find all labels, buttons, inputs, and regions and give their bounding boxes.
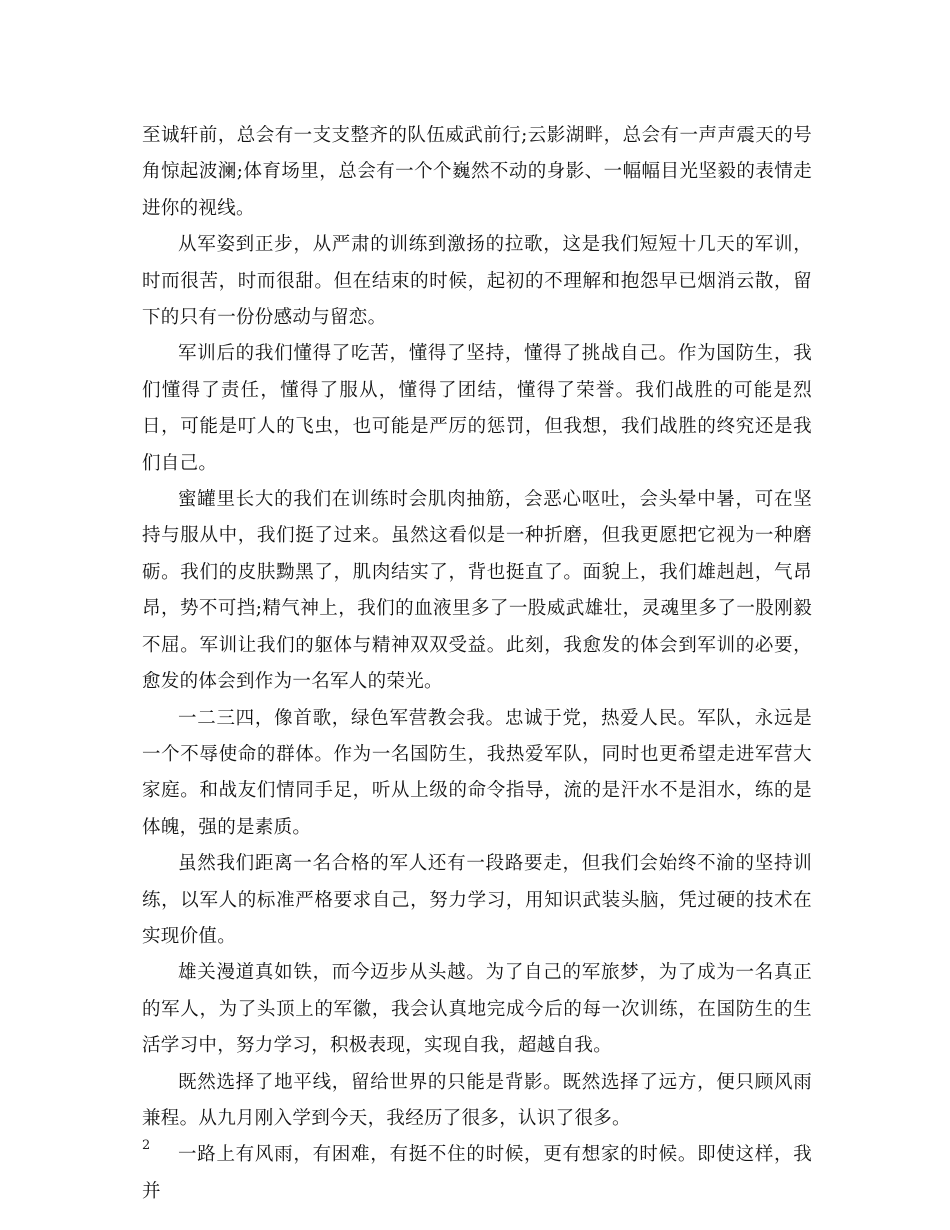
paragraph-7: 雄关漫道真如铁，而今迈步从头越。为了自己的军旅梦，为了成为一名真正的军人，为了头顶上的军徽，我会认真地完成今后的每一次训练，在国防生的生活学习中，努力学习，积极表现，实现自我，超越自我。 — [142, 962, 812, 1057]
paragraph-1: 至诚轩前，总会有一支支整齐的队伍威武前行;云影湖畔，总会有一声声震天的号角惊起波澜;体育场里，总会有一个个巍然不动的身影、一幅幅目光坚毅的表情走进你的视线。 — [142, 125, 812, 219]
document-body — [142, 118, 812, 1210]
paragraph-9: 一路上有风雨，有困难，有挺不住的时候，更有想家的时候。即使这样，我并 — [142, 1144, 812, 1202]
page-number: 2 — [142, 1138, 151, 1153]
paragraph-3: 军训后的我们懂得了吃苦，懂得了坚持，懂得了挑战自己。作为国防生，我们懂得了责任，懂得了服从，懂得了团结，懂得了荣誉。我们战胜的可能是烈日，可能是叮人的飞虫，也可能是严厉的惩罚，但我想，我们战胜的终究还是我们自己。 — [142, 343, 812, 474]
paragraph-2: 从军姿到正步，从严肃的训练到激扬的拉歌，这是我们短短十几天的军训，时而很苦，时而很甜。但在结束的时候，起初的不理解和抱怨早已烟消云散，留下的只有一份份感动与留恋。 — [142, 234, 812, 329]
paragraph-6: 虽然我们距离一名合格的军人还有一段路要走，但我们会始终不渝的坚持训练，以军人的标准严格要求自己，努力学习，用知识武装头脑，凭过硬的技术在实现价值。 — [142, 853, 812, 947]
paragraph-4: 蜜罐里长大的我们在训练时会肌肉抽筋，会恶心呕吐，会头晕中暑，可在坚持与服从中，我们挺了过来。虽然这看似是一种折磨，但我更愿把它视为一种磨砺。我们的皮肤黝黑了，肌肉结实了，背也挺直了。面貌上，我们雄赳赳，气昂昂，势不可挡;精气神上，我们的血液里多了一股威武雄壮，灵魂里多了一股刚毅不屈。军训让我们的躯体与精神双双受益。此刻，我愈发的体会到军训的必要，愈发的体会到作为一名军人的荣光。 — [142, 489, 812, 693]
paragraph-5: 一二三四，像首歌，绿色军营教会我。忠诚于党，热爱人民。军队，永远是一个不辱使命的群体。作为一名国防生，我热爱军队，同时也更希望走进军营大家庭。和战友们情同手足，听从上级的命令指导，流的是汗水不是泪水，练的是体魄，强的是素质。 — [142, 707, 812, 838]
paragraph-8: 既然选择了地平线，留给世界的只能是背影。既然选择了远方，便只顾风雨兼程。从九月刚入学到今天，我经历了很多，认识了很多。 — [142, 1071, 812, 1129]
